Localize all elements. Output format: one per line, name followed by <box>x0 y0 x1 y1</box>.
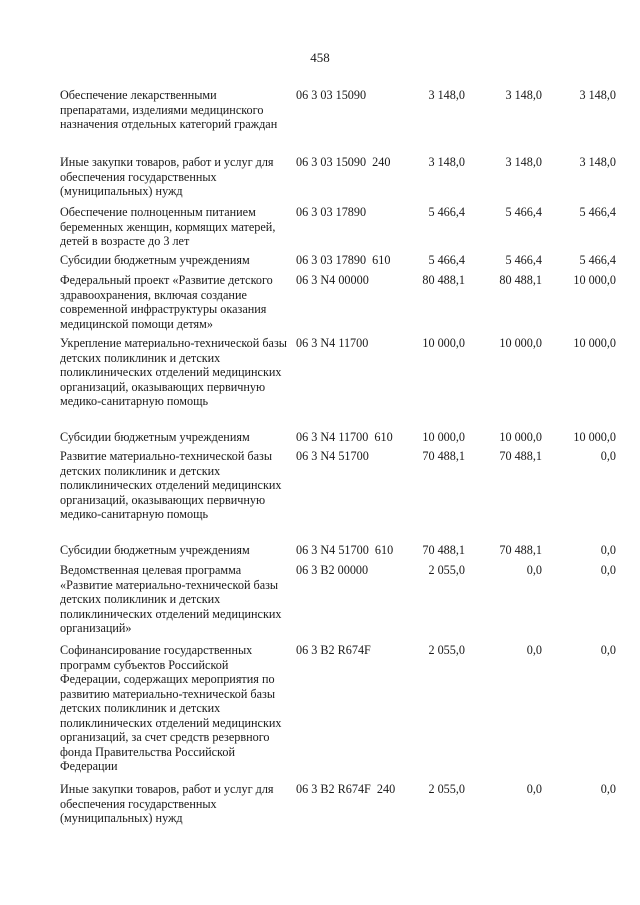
row-name: Ведомственная целевая программа «Развитие материально-технической базы детских поликлиник и детских поликлинических отделений медицинских организаций» <box>60 563 282 635</box>
row-value-3: 10 000,0 <box>573 273 616 287</box>
row-value-3: 0,0 <box>600 643 616 657</box>
row-code: 06 3 03 15090 240 <box>296 155 391 169</box>
row-code: 06 3 03 15090 <box>296 88 367 102</box>
row-code: 06 3 B2 00000 <box>296 563 369 577</box>
row-name: Иные закупки товаров, работ и услуг для обеспечения государственных (муниципальных) нужд <box>60 782 274 825</box>
row-value-2: 0,0 <box>526 782 542 796</box>
row-code: 06 3 N4 11700 <box>296 336 369 350</box>
row-value-1: 3 148,0 <box>428 88 465 102</box>
row-value-3: 5 466,4 <box>579 205 616 219</box>
row-value-1: 3 148,0 <box>428 155 465 169</box>
row-code: 06 3 B2 R674F <box>296 643 371 657</box>
row-value-1: 2 055,0 <box>428 563 465 577</box>
row-value-1: 5 466,4 <box>428 205 465 219</box>
row-value-2: 0,0 <box>526 563 542 577</box>
row-code: 06 3 N4 51700 610 <box>296 543 394 557</box>
row-value-1: 80 488,1 <box>422 273 465 287</box>
row-value-3: 3 148,0 <box>579 88 616 102</box>
row-value-3: 0,0 <box>600 449 616 463</box>
row-value-2: 70 488,1 <box>499 449 542 463</box>
row-code: 06 3 B2 R674F 240 <box>296 782 396 796</box>
row-value-3: 3 148,0 <box>579 155 616 169</box>
row-code: 06 3 N4 51700 <box>296 449 369 463</box>
row-name: Укрепление материально-технической базы детских поликлиник и детских поликлинических отделений медицинских организаций, оказывающих первичную медико-санитарную помощь <box>60 336 287 408</box>
row-value-3: 10 000,0 <box>573 430 616 444</box>
row-code: 06 3 03 17890 610 <box>296 253 391 267</box>
row-value-1: 10 000,0 <box>422 430 465 444</box>
row-name: Обеспечение полноценным питанием беременных женщин, кормящих матерей, детей в возрасте до 3 лет <box>60 205 276 248</box>
row-value-2: 5 466,4 <box>505 253 542 267</box>
row-name: Субсидии бюджетным учреждениям <box>60 253 250 267</box>
row-name: Развитие материально-технической базы детских поликлиник и детских поликлинических отделений медицинских организаций, оказывающих первичную медико-санитарную помощь <box>60 449 282 521</box>
row-name: Субсидии бюджетным учреждениям <box>60 430 250 444</box>
row-value-2: 3 148,0 <box>505 155 542 169</box>
row-value-1: 2 055,0 <box>428 782 465 796</box>
row-value-1: 10 000,0 <box>422 336 465 350</box>
row-value-2: 5 466,4 <box>505 205 542 219</box>
row-name: Обеспечение лекарственными препаратами, изделиями медицинского назначения отдельных категорий граждан <box>60 88 278 131</box>
row-value-3: 10 000,0 <box>573 336 616 350</box>
row-code: 06 3 03 17890 <box>296 205 367 219</box>
row-name: Субсидии бюджетным учреждениям <box>60 543 250 557</box>
row-value-2: 70 488,1 <box>499 543 542 557</box>
row-name: Федеральный проект «Развитие детского здравоохранения, включая создание современной инфраструктуры оказания медицинской помощи детям» <box>60 273 273 331</box>
row-value-1: 5 466,4 <box>428 253 465 267</box>
row-value-2: 10 000,0 <box>499 430 542 444</box>
row-code: 06 3 N4 00000 <box>296 273 369 287</box>
row-value-1: 70 488,1 <box>422 449 465 463</box>
row-value-1: 2 055,0 <box>428 643 465 657</box>
row-value-3: 0,0 <box>600 563 616 577</box>
row-value-2: 80 488,1 <box>499 273 542 287</box>
row-value-1: 70 488,1 <box>422 543 465 557</box>
row-value-3: 5 466,4 <box>579 253 616 267</box>
row-value-2: 0,0 <box>526 643 542 657</box>
page-number: 458 <box>310 50 330 65</box>
row-value-3: 0,0 <box>600 543 616 557</box>
row-code: 06 3 N4 11700 610 <box>296 430 393 444</box>
row-name: Софинансирование государственных программ субъектов Российской Федерации, содержащих мероприятия по развитию материально-технической базы детских поликлиник и детских поликлинических отделений медицинских организаций, за счет средств резервного фонда Правительства Российской Федерации <box>60 643 282 773</box>
row-value-2: 3 148,0 <box>505 88 542 102</box>
row-name: Иные закупки товаров, работ и услуг для обеспечения государственных (муниципальных) нужд <box>60 155 274 198</box>
row-value-3: 0,0 <box>600 782 616 796</box>
row-value-2: 10 000,0 <box>499 336 542 350</box>
